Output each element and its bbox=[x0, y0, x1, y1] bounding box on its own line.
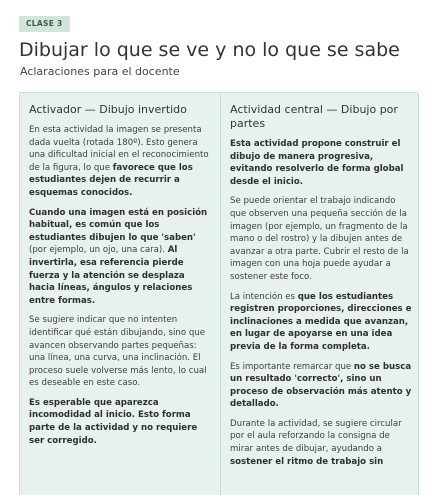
central-activity-column bbox=[230, 103, 414, 475]
central-p3-bold: que los estudiantes registren proporciones, direcciones e inclinaciones a medida que avanzan, en lugar de apoyarse en una idea previa de la forma completa. bbox=[230, 291, 412, 352]
activator-paragraph-3: Se sugiere indicar que no intenten identificar qué están dibujando, sino que avancen observando partes pequeñas: una línea, una curva, una inclinación. El proceso suele volverse más lento, lo cual es deseable en este caso. bbox=[29, 315, 207, 389]
activator-p2-bold: Cuando una imagen está en posición habitual, es común que los estudiantes dibujen lo que 'saben' bbox=[29, 207, 208, 243]
central-paragraph-4 bbox=[230, 361, 414, 411]
central-paragraph-2: Se puede orientar el trabajo indicando que observen una pequeña sección de la imagen (por ejemplo, un fragmento de la mano o del rostro) y la dibujen antes de avanzar a otra parte. Cubrir el resto de la imagen con una hoja puede ayudar a sostener este foco. bbox=[230, 196, 409, 282]
central-p5-bold: sostener el ritmo de trabajo sin bbox=[230, 456, 384, 467]
activator-p1-text: En esta actividad la imagen se presenta dada vuelta (rotada 180º). Esto genera una dificultad inicial en el reconocimiento de la figura, lo que bbox=[29, 125, 209, 173]
central-p4-text: Es importante remarcar que bbox=[230, 361, 354, 372]
activator-p1-bold: favorece que los estudiantes dejen de recurrir a esquemas conocidos. bbox=[29, 162, 193, 198]
notes-panel bbox=[19, 92, 419, 495]
class-badge: CLASE 3 bbox=[19, 16, 70, 32]
page-subtitle: Aclaraciones para el docente bbox=[20, 65, 180, 78]
central-p5-text: Durante la actividad, se sugiere circular por el aula reforzando la consigna de mirar antes de dibujar, ayudando a bbox=[230, 418, 402, 455]
central-paragraph-3 bbox=[230, 291, 414, 354]
activator-paragraph-2 bbox=[29, 207, 213, 308]
central-paragraph-1: Esta actividad propone construir el dibujo de manera progresiva, evitando resolverlo de forma global desde el inicio. bbox=[230, 139, 404, 187]
activator-paragraph-1 bbox=[29, 124, 213, 200]
activator-p2-text: (por ejemplo, un ojo, una cara). bbox=[29, 245, 168, 256]
central-heading: Actividad central — Dibujo por partes bbox=[230, 103, 398, 130]
page-title: Dibujar lo que se ve y no lo que se sabe bbox=[19, 39, 400, 61]
activator-column bbox=[29, 103, 213, 454]
activator-p2-bold-2: Al invertirla, esa referencia pierde fuerza y la atención se desplaza hacia líneas, ángulos y relaciones entre formas. bbox=[29, 245, 193, 306]
central-p3-text: La intención es bbox=[230, 291, 298, 302]
activator-heading: Activador — Dibujo invertido bbox=[29, 103, 187, 116]
activator-paragraph-4: Es esperable que aparezca incomodidad al inicio. Esto forma parte de la actividad y no requiere ser corregido. bbox=[29, 397, 198, 446]
central-paragraph-5 bbox=[230, 418, 414, 468]
central-p4-bold: no se busca un resultado 'correcto', sino un proceso de observación más atento y detallado. bbox=[230, 361, 412, 410]
column-divider bbox=[220, 93, 221, 495]
